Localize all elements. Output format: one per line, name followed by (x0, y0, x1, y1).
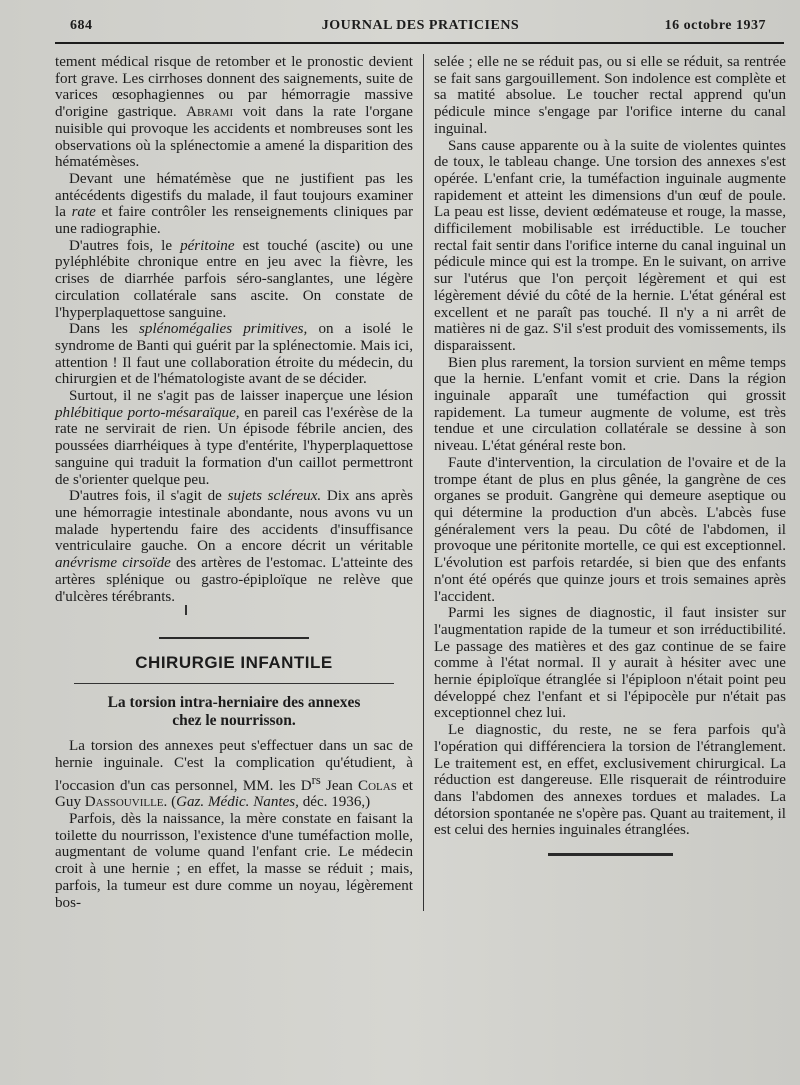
paragraph: Sans cause apparente ou à la suite de violentes quintes de toux, le tableau change. Une torsion des annexes s'est opérée. L'enfant crie, la tuméfaction inguinale augmente rapidement et atteint les dimensions d'un œuf de poule. La peau est lisse, devient œdémateuse et rouge, la masse, difficilement mobilisable est irréductible. Le toucher rectal fait sentir dans l'orifice interne du canal inguinal un pédicule mince qui est la trompe. En le suivant, on arrive sur l'utérus que l'on perçoit légèrement et qui est légèrement dévié du côté de la hernie. L'état général est excellent et ne paraît pas touché. Il n'y a ni arrêt de matières ni de gaz. S'il s'est produit des vomissements, ils disparaissent. (434, 137, 786, 354)
paragraph: Parfois, dès la naissance, la mère constate en faisant la toilette du nourrisson, l'existence d'une tuméfaction molle, augmentant de volume quand l'enfant crie. Le médecin croit à une hernie ; en effet, la masse se réduit ; mais, parfois, la tumeur est dure comme un noyau, légèrement bos- (55, 811, 413, 911)
author-name: Dassouville (84, 794, 164, 811)
issue-date: 16 octobre 1937 (664, 18, 766, 33)
article-title (55, 694, 413, 730)
stray-mark (185, 605, 187, 615)
paragraph: Devant une hématémèse que ne justifient pas les antécédents digestifs du malade, il faut toujours examiner la rate et faire contrôler les renseignements cliniques par une radiographie. (55, 170, 413, 238)
emphasis: anévrisme cirsoïde (55, 555, 171, 572)
citation: Gaz. Médic. Nantes, (176, 794, 299, 811)
two-column-body (55, 54, 786, 911)
paragraph: Parmi les signes de diagnostic, il faut insister sur l'augmentation rapide de la tumeur et son irréductibilité. Le passage des matières et des gaz continue de se faire comme à l'état normal. Il y aurait à hésiter avec une hernie épiploïque étranglée si l'épiploon n'était point peu développé chez l'enfant et si l'épipocèle pur n'était pas exceptionnel chez lui. (434, 605, 786, 722)
article-title-line-1: La torsion intra-herniaire des annexes (107, 694, 361, 712)
author-name: Colas (358, 777, 397, 794)
paragraph: selée ; elle ne se réduit pas, ou si elle se réduit, sa rentrée se fait sans gargouillement. Son indolence est complète et sa matité absolue. Le toucher rectal apprend qu'un pédicule mince s'engage par l'orifice interne du canal inguinal. (434, 54, 786, 137)
article-title-line-2: chez le nourrisson. (172, 712, 296, 730)
author-name: Abrami (186, 104, 234, 121)
paragraph: Faute d'intervention, la circulation de l'ovaire et de la trompe étant de plus en plus gênée, la gangrène de ces organes se produit. Gangrène qui demeure aseptique ou qui détermine la production d'un abcès. L'abcès fuse généralement vers la peau. Du côté de l'abdomen, il provoque une péritonite mortelle, ce qui est exceptionnel. L'évolution est parfois retardée, si bien que des enfants n'ont été opérés que quinze jours et trois semaines après l'accident. (434, 454, 786, 605)
page-header (55, 14, 786, 36)
journal-title: JOURNAL DES PRATICIENS (321, 18, 520, 33)
left-column (55, 54, 423, 911)
emphasis: sujets scléreux. (227, 488, 322, 505)
paragraph: Bien plus rarement, la torsion survient en même temps que la hernie. L'enfant vomit et crie. Dans la région inguinale apparaît une tuméfaction qui grossit rapidement. La tumeur augmente de volume, est très tendue et une circulation collatérale se dessine à son niveau. L'état général reste bon. (434, 354, 786, 455)
emphasis: splénomégalies primitives, (139, 321, 308, 338)
paragraph: Dans les splénomégalies primitives, on a isolé le syndrome de Banti qui guérit par la splénectomie. Mais ici, attention ! Il faut une collaboration étroite du médecin, du chirurgien et de l'hématologiste avant de se décider. (55, 321, 413, 388)
emphasis: phlébitique porto-mésaraïque, (55, 404, 240, 421)
paragraph: La torsion des annexes peut s'effectuer dans un sac de hernie inguinale. C'est la complication qu'étudient, à l'occasion d'un cas personnel, MM. les $D^{rs}$ Jean Colas et Guy Dassouville. (Gaz. Médic. Nantes, déc. 1936,) (55, 738, 413, 811)
title-rule (74, 683, 394, 684)
emphasis: rate (71, 204, 96, 221)
header-rule (55, 42, 784, 44)
end-rule (548, 853, 673, 856)
page-number: 684 (70, 18, 93, 33)
paragraph: Surtout, il ne s'agit pas de laisser inaperçue une lésion phlébitique porto-mésaraïque, en pareil cas l'exérèse de la rate ne servirait de rien. Un épisode fébrile ancien, des poussées diarrhéiques à type d'entérite, l'hyperplaquettose sanguine qui traduit la formation d'un caillot permettront de s'orienter quelque peu. (55, 388, 413, 488)
paragraph: D'autres fois, il s'agit de sujets scléreux. Dix ans après une hémorragie intestinale abondante, nous avons vu un malade hypertendu faire des accidents d'insuffisance ventriculaire gauche. On a encore décrit un véritable anévrisme cirsoïde des artères de l'estomac. L'atteinte des artères splénique ou gastro-épiploïque ne relève que d'ulcères térébrants. (55, 488, 414, 605)
emphasis: péritoine (180, 237, 235, 254)
superscript: rs (311, 772, 321, 787)
section-rule (159, 637, 309, 639)
paragraph: Le diagnostic, du reste, ne se fera parfois qu'à l'opération qui différenciera la torsion de l'étranglement. Le traitement est, en effet, exclusivement chirurgical. La réduction est dangereuse. Elle risquerait de réintroduire dans l'abdomen des annexes tordues et malades. La détorsion spontanée ne s'opère pas. Quant au traitement, il est celui des hernies inguinales étranglées. (434, 722, 786, 839)
right-column (423, 54, 786, 911)
paragraph: D'autres fois, le péritoine est touché (ascite) ou une pyléphlébite chronique entre en jeu avec la fièvre, les crises de diarrhée parfois séro-sanglantes, une légère circulation collatérale sans ascite. On constate de l'hyperplaquettose sanguine. (55, 237, 413, 321)
section-title: CHIRURGIE INFANTILE (135, 653, 333, 673)
paragraph: tement médical risque de retomber et le pronostic devient fort grave. Les cirrhoses donnent des saignements, suite de varices œsophagiennes ou par hémorragie massive d'origine gastrique. Abrami voit dans la rate l'organe nuisible qui provoque les accidents et nombreuses sont les observations où la splénectomie a amené la disparition des hématémèses. (55, 54, 414, 171)
